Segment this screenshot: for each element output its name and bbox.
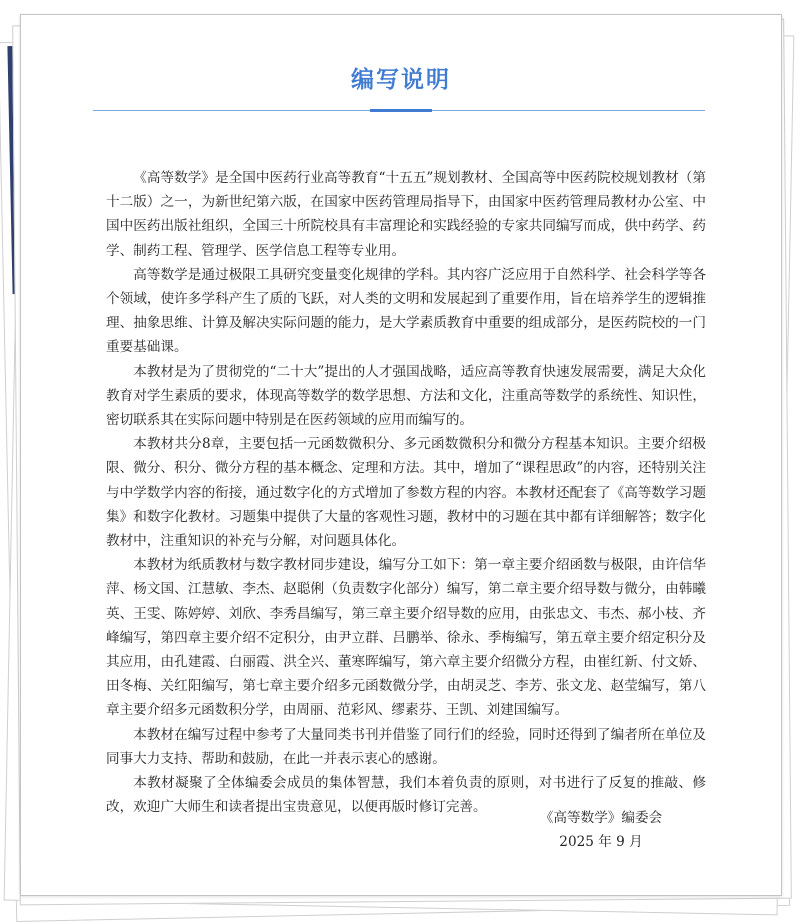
signature-committee: 《高等数学》编委会 bbox=[539, 810, 663, 826]
paragraph: 本教材在编写过程中参考了大量同类书刊并借鉴了同行们的经验，同时还得到了编者所在单位及同事大力支持、帮助和鼓励，在此一并表示衷心的感谢。 bbox=[106, 726, 706, 767]
paragraph: 高等数学是通过极限工具研究变量变化规律的学科。其内容广泛应用于自然科学、社会科学等各个领域，使许多学科产生了质的飞跃，对人类的文明和发展起到了重要作用，旨在培养学生的逻辑推理、抽象思维、计算及解决实际问题的能力，是大学素质教育中重要的组成部分，是医药院校的一门重要基础课。 bbox=[106, 266, 706, 356]
document-page bbox=[20, 14, 782, 896]
paragraph: 本教材是为了贯彻党的“二十大”提出的人才强国战略，适应高等教育快速发展需要，满足大众化教育对学生素质的要求，体现高等数学的数学思想、方法和文化，注重高等数学的系统性、知识性，密切联系其在实际问题中特别是在医药领域的应用而编写的。 bbox=[106, 363, 706, 429]
title-divider-accent bbox=[370, 109, 432, 112]
signature-date: 2025 年 9 月 bbox=[559, 834, 643, 850]
body-text bbox=[106, 166, 706, 819]
paragraph: 本教材共分8章，主要包括一元函数微积分、多元函数微积分和微分方程基本知识。主要介绍极限、微分、积分、微分方程的基本概念、定理和方法。其中，增加了“课程思政”的内容，还特别关注与中学数学内容的衔接，通过数字化的方式增加了参数方程的内容。本教材还配套了《高等数学习题集》和数字化教材。习题集中提供了大量的客观性习题，教材中的习题在其中都有详细解答；数字化教材中，注重知识的补充与分解，对问题具体化。 bbox=[106, 436, 706, 550]
page-title: 编写说明 bbox=[351, 67, 451, 93]
paragraph: 《高等数学》是全国中医药行业高等教育“十五五”规划教材、全国高等中医药院校规划教材（第十二版）之一，为新世纪第六版，在国家中医药管理局指导下，由国家中医药管理局教材办公室、中国中医药出版社组织，全国三十所院校具有丰富理论和实践经验的专家共同编写而成，供中药学、药学、制药工程、管理学、医学信息工程等专业用。 bbox=[106, 170, 706, 259]
paragraph: 本教材为纸质教材与数字教材同步建设，编写分工如下：第一章主要介绍函数与极限，由许信华萍、杨文国、江慧敏、李杰、赵聪俐（负责数字化部分）编写，第二章主要介绍导数与微分，由韩曦英、王雯、陈婷婷、刘欣、李秀昌编写，第三章主要介绍导数的应用，由张忠文、韦杰、郝小枝、齐峰编写，第四章主要介绍不定积分，由尹立群、吕鹏举、徐永、季梅编写，第五章主要介绍定积分及其应用，由孔建霞、白丽霞、洪全兴、董寒晖编写，第六章主要介绍微分方程，由崔红新、付文娇、田冬梅、关红阳编写，第七章主要介绍多元函数微分学，由胡灵芝、李芳、张文龙、赵莹编写，第八章主要介绍多元函数积分学，由周丽、范彩风、缪素芬、王凯、刘建国编写。 bbox=[106, 557, 706, 719]
paragraph: 本教材凝聚了全体编委会成员的集体智慧，我们本着负责的原则，对书进行了反复的推敲、修改，欢迎广大师生和读者提出宝贵意见，以便再版时修订完善。 bbox=[106, 775, 706, 816]
signature-block bbox=[521, 806, 681, 854]
